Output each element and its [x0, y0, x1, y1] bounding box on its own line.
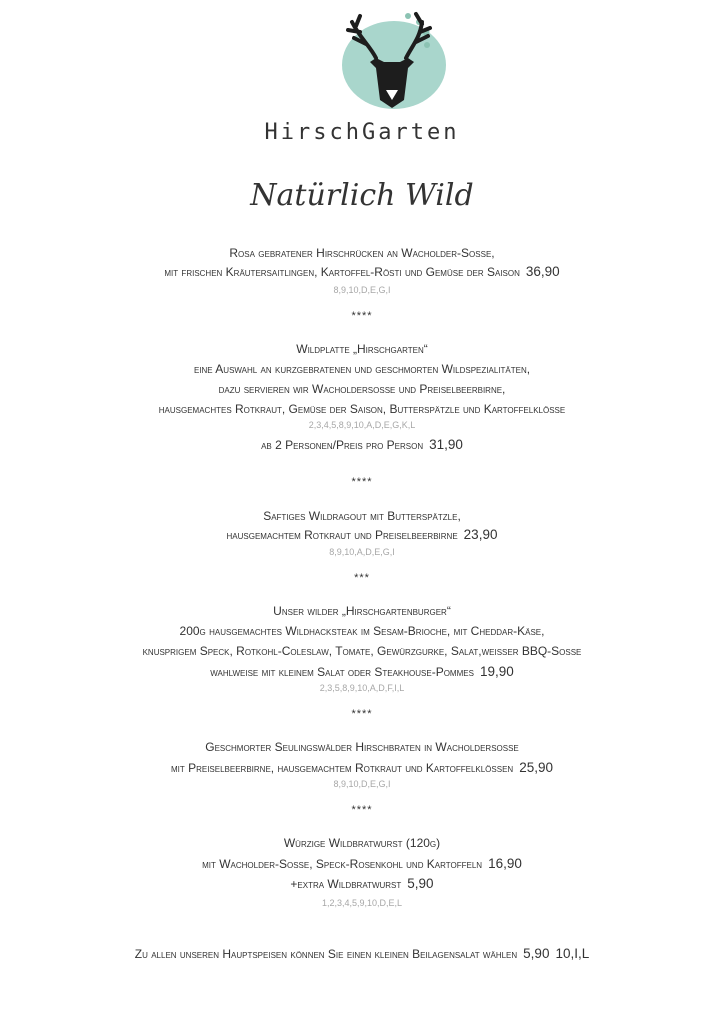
dish-line: Unser wilder „Hirschgartenburger“	[273, 604, 451, 618]
footer-note: Zu allen unseren Hauptspeisen können Sie einen kleinen Beilagensalat wählen 5,90 10,I,L	[134, 946, 590, 961]
allergen-codes: 8,9,10,D,E,G,I	[333, 285, 391, 295]
allergen-codes: 2,3,5,8,9,10,A,D,F,I,L	[319, 683, 405, 693]
dish-price: 31,90	[429, 437, 463, 452]
separator: ***	[354, 572, 370, 584]
dish-line: Saftiges Wildragout mit Butterspätzle,	[263, 509, 461, 523]
dish-line: dazu servieren wir Wacholdersosse und Preiselbeerbirne,	[218, 382, 506, 396]
dish-line: +extra Wildbratwurst 5,90	[290, 876, 434, 891]
dish-line: Rosa gebratener Hirschrücken an Wacholder-Sosse,	[229, 246, 495, 260]
separator: ****	[351, 310, 373, 322]
dish-line: 200g hausgemachtes Wildhacksteak im Sesam-Brioche, mit Cheddar-Käse,	[179, 624, 545, 638]
dish-price: 16,90	[488, 856, 522, 871]
dish-line: hausgemachtem Rotkraut und Preiselbeerbirne 23,90	[226, 527, 498, 542]
logo-leaf	[405, 13, 411, 19]
dish-line: Würzige Wildbratwurst (120g)	[283, 836, 441, 850]
menu-title: Natürlich Wild	[250, 178, 474, 213]
separator: ****	[351, 708, 373, 720]
allergen-codes: 8,9,10,D,E,G,I	[333, 779, 391, 789]
dish-price: 5,90	[407, 876, 434, 891]
allergen-codes: 2,3,4,5,8,9,10,A,D,E,G,K,L	[308, 420, 416, 430]
separator: ****	[351, 804, 373, 816]
allergen-codes: 1,2,3,4,5,9,10,D,E,L	[321, 898, 403, 908]
dish-price: 23,90	[463, 527, 498, 542]
separator: ****	[351, 476, 373, 488]
dish-price: 25,90	[519, 760, 553, 775]
dish-line: hausgemachtes Rotkraut, Gemüse der Saison, Butterspätzle und Kartoffelklösse	[158, 402, 566, 416]
allergen-codes: 8,9,10,A,D,E,G,I	[329, 547, 395, 557]
footer-allergens: 10,I,L	[555, 946, 590, 961]
dish-line: Wildplatte „Hirschgarten“	[296, 342, 428, 356]
footer-price: 5,90	[523, 946, 550, 961]
logo-leaf	[424, 42, 430, 48]
dish-line: wahlweise mit kleinem Salat oder Steakhouse-Pommes 19,90	[210, 664, 514, 679]
hirschgarten-logo	[330, 8, 446, 114]
dish-line: knusprigem Speck, Rotkohl-Coleslaw, Tomate, Gewürzgurke, Salat,weisser BBQ-Sosse	[142, 644, 582, 658]
dish-price: 36,90	[525, 264, 560, 279]
dish-line: eine Auswahl an kurzgebratenen und geschmorten Wildspezialitäten,	[193, 362, 531, 376]
dish-line: mit frischen Kräutersaitlingen, Kartoffel-Rösti und Gemüse der Saison 36,90	[164, 264, 560, 279]
dish-line: mit Wacholder-Sosse, Speck-Rosenkohl und Kartoffeln 16,90	[202, 856, 522, 871]
dish-price: 19,90	[479, 664, 514, 679]
dish-line: ab 2 Personen/Preis pro Person 31,90	[261, 437, 463, 452]
brand-name: HirschGarten	[264, 120, 460, 145]
dish-line: Geschmorter Seulingswälder Hirschbraten in Wacholdersosse	[205, 740, 519, 754]
dish-line: mit Preiselbeerbirne, hausgemachtem Rotkraut und Kartoffelklössen 25,90	[170, 760, 553, 775]
